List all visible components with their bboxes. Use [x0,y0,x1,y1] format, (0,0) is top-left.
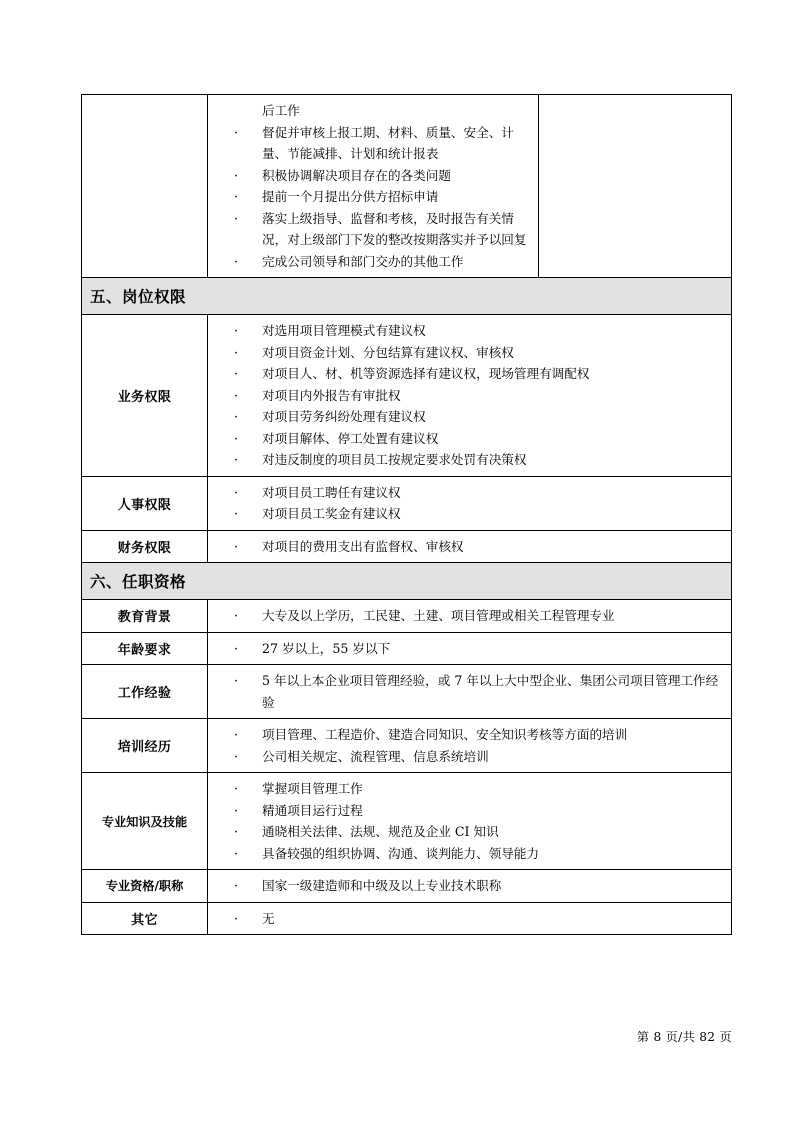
row-content-age [208,632,732,665]
list-item [208,638,725,660]
section-header-row-6 [82,563,732,600]
section-heading-6: 六、任职资格 [82,563,732,600]
list-item-text: 国家一级建造师和中级及以上专业技术职称 [262,878,502,893]
continued-row-extra [539,95,732,278]
experience-list [208,670,725,713]
list-item-text: 对项目的费用支出有监督权、审核权 [262,538,464,554]
bullet-icon: · [234,910,239,926]
list-item [208,186,532,208]
list-item-text: 对项目解体、停工处置有建议权 [262,430,439,446]
list-item-text: 精通项目运行过程 [262,802,363,818]
row-content-qualification-title [208,870,732,903]
row-content-experience [208,665,732,719]
table-row-experience [82,665,732,719]
list-item [208,536,725,558]
row-content-finance-authority [208,530,732,563]
list-item [208,320,725,342]
list-item-text: 完成公司领导和部门交办的其他工作 [262,253,464,269]
list-item-text: 项目管理、工程造价、建造合同知识、安全知识考核等方面的培训 [262,727,628,742]
row-content-business-authority [208,315,732,477]
list-item [208,428,725,450]
list-item [208,746,725,768]
education-list [208,605,725,627]
list-item [208,670,725,713]
hr-authority-list [208,482,725,525]
section-heading-5: 五、岗位权限 [82,278,732,315]
bullet-icon: · [234,387,239,403]
list-item-text: 对选用项目管理模式有建议权 [262,323,426,338]
bullet-icon: · [234,673,239,688]
other-list [208,908,725,930]
list-item [208,605,725,627]
table-row-knowledge-skills [82,773,732,870]
bullet-icon: · [234,409,239,424]
bullet-icon: · [234,189,239,204]
table-row-business-authority [82,315,732,477]
bullet-icon: · [234,430,239,446]
list-item [208,778,725,800]
row-label-experience: 工作经验 [82,665,208,719]
row-label-other: 其它 [82,902,208,935]
list-item [208,208,532,251]
list-item-text: 具备较强的组织协调、沟通、谈判能力、领导能力 [262,845,540,861]
list-item-text: 积极协调解决项目存在的各类问题 [262,167,451,183]
bullet-icon: · [234,366,239,381]
list-item-text: 落实上级指导、监督和考核，及时报告有关情况，对上级部门下发的整改按期落实并予以回复 [262,210,527,247]
list-item [208,724,725,746]
row-content-other [208,902,732,935]
bullet-icon: · [234,344,239,360]
list-item [208,251,532,273]
bullet-icon: · [234,802,239,818]
list-item [208,342,725,364]
table-row-finance-authority [82,530,732,563]
age-list [208,638,725,660]
list-item [208,449,725,471]
list-item [208,800,725,822]
table-row-continued [82,95,732,278]
page-footer: 第 8 页/共 82 页 [636,1030,732,1044]
list-item [208,122,532,165]
bullet-icon: · [234,506,239,521]
section-header-row-5 [82,278,732,315]
list-item [208,165,532,187]
list-item-text: 对项目劳务纠纷处理有建议权 [262,409,426,424]
list-item-text: 公司相关规定、流程管理、信息系统培训 [262,748,489,764]
table-row-training [82,719,732,773]
bullet-icon: · [234,484,239,500]
row-content-knowledge-skills [208,773,732,870]
bullet-icon: · [234,538,239,554]
bullet-icon: · [234,323,239,338]
list-item [208,406,725,428]
bullet-icon: · [234,124,239,140]
list-item [208,875,725,897]
list-item [208,503,725,525]
table-row-age [82,632,732,665]
list-item-text: 无 [262,910,275,926]
list-item-text: 对违反制度的项目员工按规定要求处罚有决策权 [262,452,527,467]
bullet-icon: · [234,781,239,796]
row-label-training: 培训经历 [82,719,208,773]
bullet-icon: · [234,640,239,656]
list-item-text: 提前一个月提出分供方招标申请 [262,189,439,204]
bullet-icon: · [234,845,239,861]
list-item-text: 掌握项目管理工作 [262,781,363,796]
list-item-text: 对项目资金计划、分包结算有建议权、审核权 [262,344,514,360]
row-label-knowledge-skills: 专业知识及技能 [82,773,208,870]
training-list [208,724,725,767]
row-label-education: 教育背景 [82,600,208,633]
business-authority-list [208,320,725,471]
list-item [208,843,725,865]
continued-row-bullet-list [208,122,532,273]
row-content-training [208,719,732,773]
bullet-icon: · [234,878,239,893]
row-content-hr-authority [208,476,732,530]
row-label-hr-authority: 人事权限 [82,476,208,530]
list-item-text: 对项目人、材、机等资源选择有建议权，现场管理有调配权 [262,366,590,381]
list-item-text: 督促并审核上报工期、材料、质量、安全、计量、节能减排、计划和统计报表 [262,124,514,161]
list-item-text: 大专及以上学历，工民建、土建、项目管理或相关工程管理专业 [262,608,615,623]
bullet-icon: · [234,748,239,764]
bullet-icon: · [234,167,239,183]
bullet-icon: · [234,608,239,623]
list-item-text: 5 年以上本企业项目管理经验，或 7 年以上大中型企业、集团公司项目管理工作经验 [262,673,719,710]
list-item-text: 通晓相关法律、法规、规范及企业 CI 知识 [262,824,499,839]
bullet-icon: · [234,824,239,839]
table-row-qualification-title [82,870,732,903]
list-item-text: 对项目员工奖金有建议权 [262,506,401,521]
row-label-finance-authority: 财务权限 [82,530,208,563]
list-item [208,908,725,930]
list-item [208,482,725,504]
table-body [82,95,732,935]
table-row-hr-authority [82,476,732,530]
job-description-table [81,94,732,935]
bullet-icon: · [234,727,239,742]
knowledge-skills-list [208,778,725,864]
bullet-icon: · [234,210,239,226]
continued-row-label [82,95,208,278]
row-content-education [208,600,732,633]
table-row-education [82,600,732,633]
row-label-age: 年龄要求 [82,632,208,665]
list-item-text: 对项目员工聘任有建议权 [262,484,401,500]
list-item [208,821,725,843]
bullet-icon: · [234,452,239,467]
list-item-text: 对项目内外报告有审批权 [262,387,401,403]
qualification-title-list [208,875,725,897]
row-label-qualification-title: 专业资格/职称 [82,870,208,903]
bullet-icon: · [234,253,239,269]
list-item [208,385,725,407]
row-label-business-authority: 业务权限 [82,315,208,477]
continued-row-content [208,95,539,278]
list-item-text: 27 岁以上，55 岁以下 [262,640,391,656]
table-row-other [82,902,732,935]
continued-first-line: 后工作 [262,103,300,118]
list-item [208,363,725,385]
finance-authority-list [208,536,725,558]
